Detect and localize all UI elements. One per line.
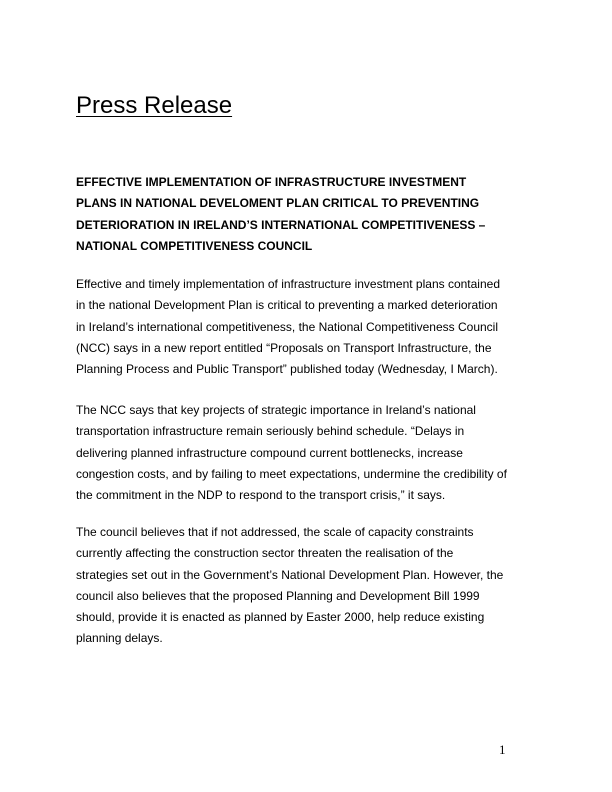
paragraph-line: The council believes that if not addressed, the scale of capacity constraints — [76, 525, 474, 539]
paragraph-line: delivering planned infrastructure compound current bottlenecks, increase — [76, 445, 463, 460]
paragraph-line: strategies set out in the Government’s National Development Plan. However, the — [76, 567, 504, 582]
page-title: Press Release — [76, 92, 233, 119]
paragraph-line: (NCC) says in a new report entitled “Proposals on Transport Infrastructure, the — [76, 340, 492, 355]
paragraph-line: Planning Process and Public Transport” published today (Wednesday, I March). — [76, 362, 498, 377]
headline-line: NATIONAL COMPETITIVENESS COUNCIL — [76, 238, 313, 253]
paragraph-line: should, provide it is enacted as planned by Easter 2000, help reduce existing — [76, 610, 485, 625]
paragraph-line: The NCC says that key projects of strategic importance in Ireland’s national — [76, 403, 476, 417]
headline — [76, 172, 536, 257]
paragraph-line: transportation infrastructure remain seriously behind schedule. “Delays in — [76, 424, 465, 439]
paragraph-line: in Ireland’s international competitiveness, the National Competitiveness Council — [76, 319, 499, 334]
headline-line: PLANS IN NATIONAL DEVELOMENT PLAN CRITICAL TO PREVENTING — [76, 196, 480, 211]
paragraph-3 — [76, 522, 536, 650]
paragraph-line: currently affecting the construction sector threaten the realisation of the — [76, 546, 454, 561]
paragraph-line: council also believes that the proposed Planning and Development Bill 1999 — [76, 588, 480, 603]
paragraph-1 — [76, 274, 536, 380]
paragraph-line: the commitment in the NDP to respond to the transport crisis,” it says. — [76, 488, 446, 503]
paragraph-line: planning delays. — [76, 631, 163, 646]
paragraph-line: in the national Development Plan is critical to preventing a marked deterioration — [76, 298, 498, 313]
paragraph-2 — [76, 400, 536, 506]
headline-line: EFFECTIVE IMPLEMENTATION OF INFRASTRUCTURE INVESTMENT — [76, 175, 467, 189]
paragraph-line: congestion costs, and by failing to meet expectations, undermine the credibility of — [76, 466, 507, 481]
headline-line: DETERIORATION IN IRELAND’S INTERNATIONAL COMPETITIVENESS – — [76, 217, 486, 232]
page-number: 1 — [499, 742, 506, 757]
paragraph-line: Effective and timely implementation of infrastructure investment plans contained — [76, 277, 500, 291]
